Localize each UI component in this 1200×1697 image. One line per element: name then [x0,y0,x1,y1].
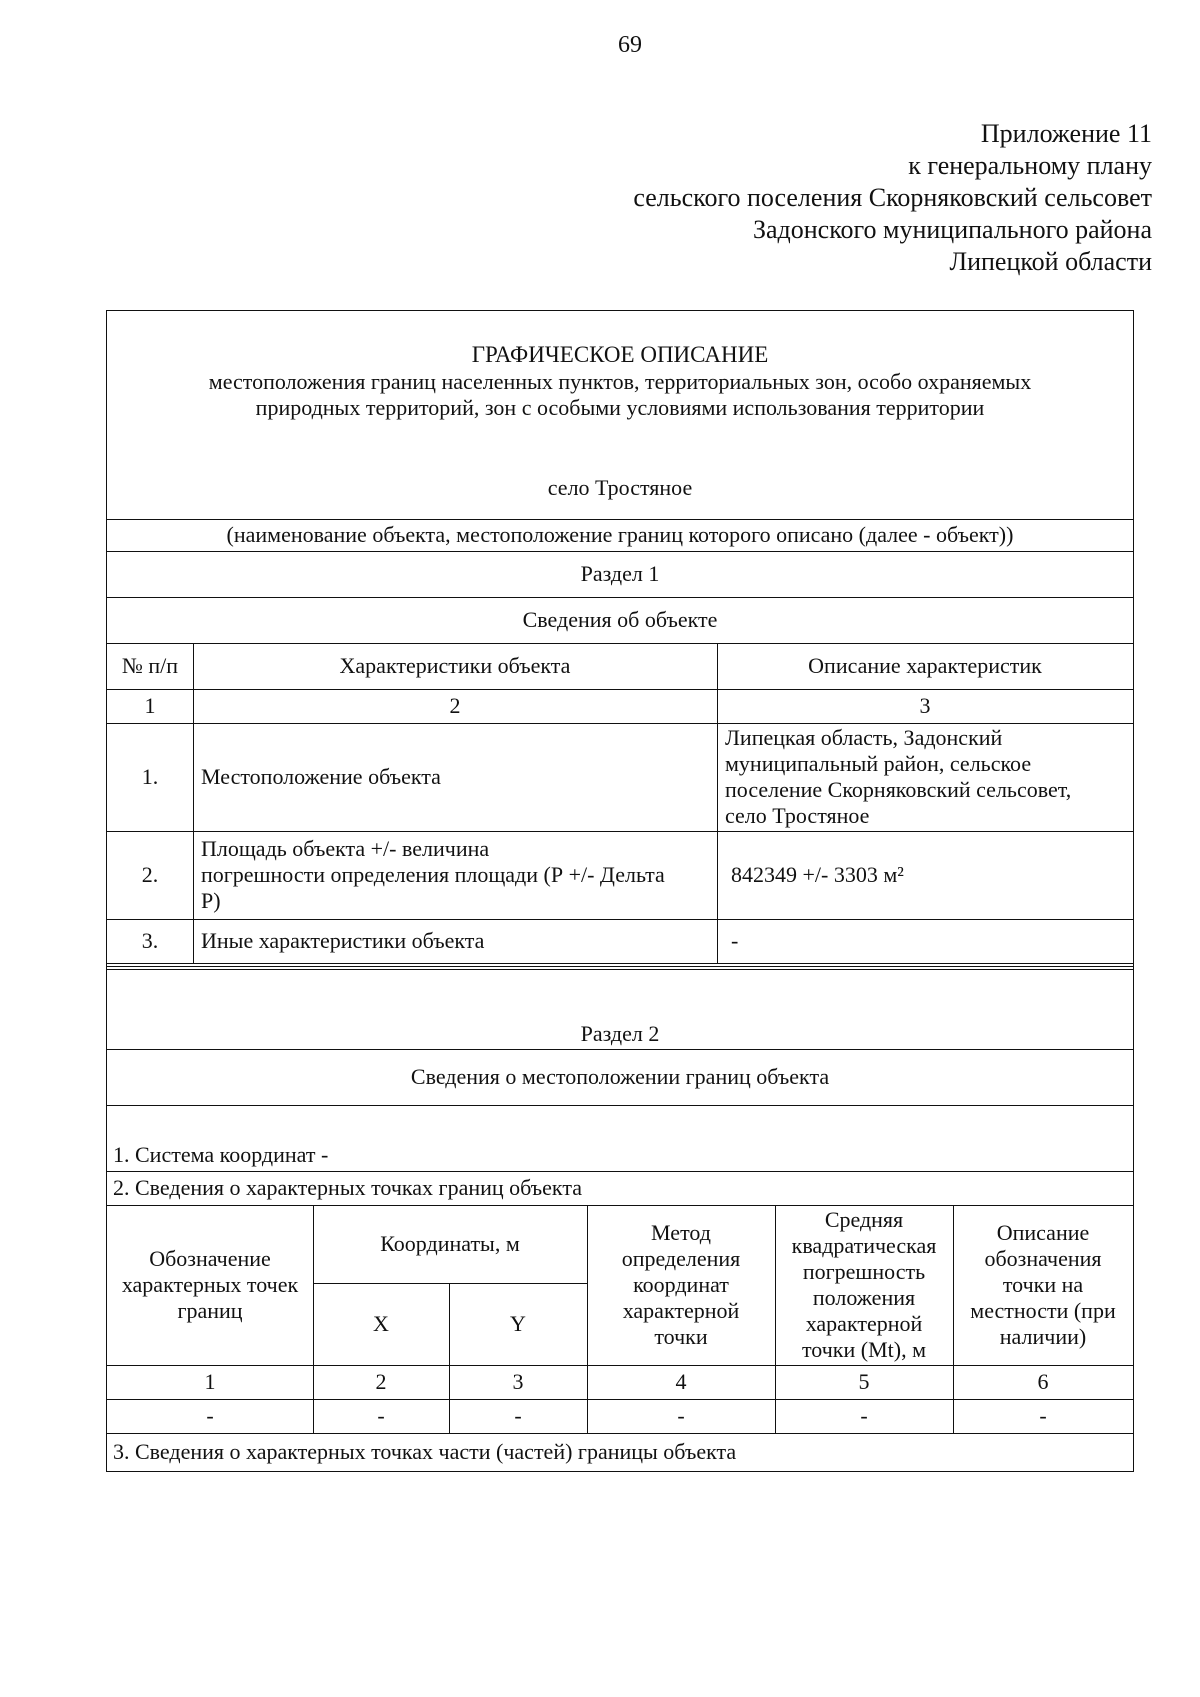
header-line: положения [812,1285,916,1310]
divider [107,963,1133,964]
row-characteristic [193,723,717,831]
column-header-point-description [953,1205,1133,1365]
coordinate-system: 1. Система координат - [113,1142,329,1167]
header-line: характерной [622,1298,740,1323]
appendix-line: сельского поселения Скорняковский сельсовет [633,183,1152,212]
column-header-x: X [373,1311,389,1336]
description-line: поселение Скорняковский сельсовет, [725,777,1072,802]
section1-subtitle: Сведения об объекте [522,607,718,632]
column-divider [193,643,194,963]
table-cell: - [206,1403,214,1428]
header-line: Описание [996,1220,1090,1245]
header-line: Метод [651,1220,711,1245]
description-line: село Тростяное [725,803,870,828]
header-line: границ [177,1298,243,1323]
column-header-error [775,1205,953,1365]
appendix-line: к генеральному плану [908,151,1152,180]
column-header-description: Описание характеристик [808,653,1042,678]
column-number: 5 [858,1369,870,1394]
characteristic-line: погрешности определения площади (Р +/- Дельта [201,862,665,887]
row-number: 3. [141,928,159,953]
column-divider [717,643,718,963]
header-line: обозначения [984,1246,1102,1271]
document-subtitle-line: местоположения границ населенных пунктов, территориальных зон, особо охраняемых [208,369,1032,394]
header-line: Обозначение [149,1246,271,1271]
column-number: 1 [204,1369,216,1394]
section1-title: Раздел 1 [580,561,660,586]
row-number: 1. [141,764,159,789]
column-header-coordinates: Координаты, м [380,1231,520,1256]
description-line: Липецкая область, Задонский [725,725,1003,750]
characteristic-line: Р) [201,888,221,913]
characteristic-line: Иные характеристики объекта [201,928,485,953]
column-number: 2 [375,1369,387,1394]
column-divider [775,1205,776,1433]
description-line: 842349 +/- 3303 м² [731,862,904,887]
table-cell: - [1039,1403,1047,1428]
column-header-characteristic: Характеристики объекта [339,653,571,678]
document-title: ГРАФИЧЕСКОЕ ОПИСАНИЕ [471,342,769,367]
table-cell: - [514,1403,522,1428]
column-divider [313,1205,314,1433]
characteristic-line: Площадь объекта +/- величина [201,836,490,861]
column-number: 2 [449,693,461,718]
section2-title: Раздел 2 [580,1021,660,1046]
header-line: координат [633,1272,729,1297]
header-line: местности (при [970,1298,1116,1323]
header-line: характерных точек [121,1272,299,1297]
header-line: Средняя [824,1207,904,1232]
appendix-line: Задонского муниципального района [752,215,1152,244]
characteristic-line: Местоположение объекта [201,764,441,789]
column-divider [449,1283,450,1433]
boundary-info-table [106,966,1134,1472]
document-subtitle-line: природных территорий, зон с особыми условиями использования территории [255,395,985,420]
row-number: 2. [141,862,159,887]
row-description [717,723,1133,831]
row-characteristic [193,831,717,919]
row-characteristic [193,919,717,963]
row-description [717,831,1133,919]
header-line: определения [621,1246,741,1271]
points-heading: 2. Сведения о характерных точках границ объекта [113,1175,582,1200]
header-line: точки [654,1324,708,1349]
table-cell: - [377,1403,385,1428]
column-divider [953,1205,954,1433]
row-description [717,919,1133,963]
column-header-num: № п/п [121,653,179,678]
column-header-y: Y [510,1311,526,1336]
appendix-header [633,118,1152,278]
object-caption: (наименование объекта, местоположение границ которого описано (далее - объект)) [226,522,1014,547]
header-line: точки на [1002,1272,1084,1297]
column-header-designation [107,1205,313,1365]
divider [107,1105,1133,1106]
description-line: - [731,928,739,953]
header-line: квадратическая [791,1233,937,1258]
page-number: 69 [618,32,642,58]
column-number: 4 [675,1369,687,1394]
appendix-line: Приложение 11 [980,119,1152,148]
object-info-table [106,310,1134,970]
column-number: 6 [1037,1369,1049,1394]
header-line: характерной [805,1311,923,1336]
header-line: наличии) [999,1324,1087,1349]
description-line: муниципальный район, сельское [725,751,1032,776]
header-line: погрешность [802,1259,926,1284]
part-heading: 3. Сведения о характерных точках части (частей) границы объекта [113,1439,737,1464]
header-line: точки (Mt), м [801,1337,927,1362]
column-number: 3 [919,693,931,718]
table-cell: - [677,1403,685,1428]
object-name: село Тростяное [547,475,693,500]
column-header-method [587,1205,775,1365]
section2-subtitle: Сведения о местоположении границ объекта [410,1064,830,1089]
column-divider [587,1205,588,1433]
table-cell: - [860,1403,868,1428]
column-number: 1 [144,693,156,718]
appendix-line: Липецкой области [949,247,1152,276]
column-number: 3 [512,1369,524,1394]
